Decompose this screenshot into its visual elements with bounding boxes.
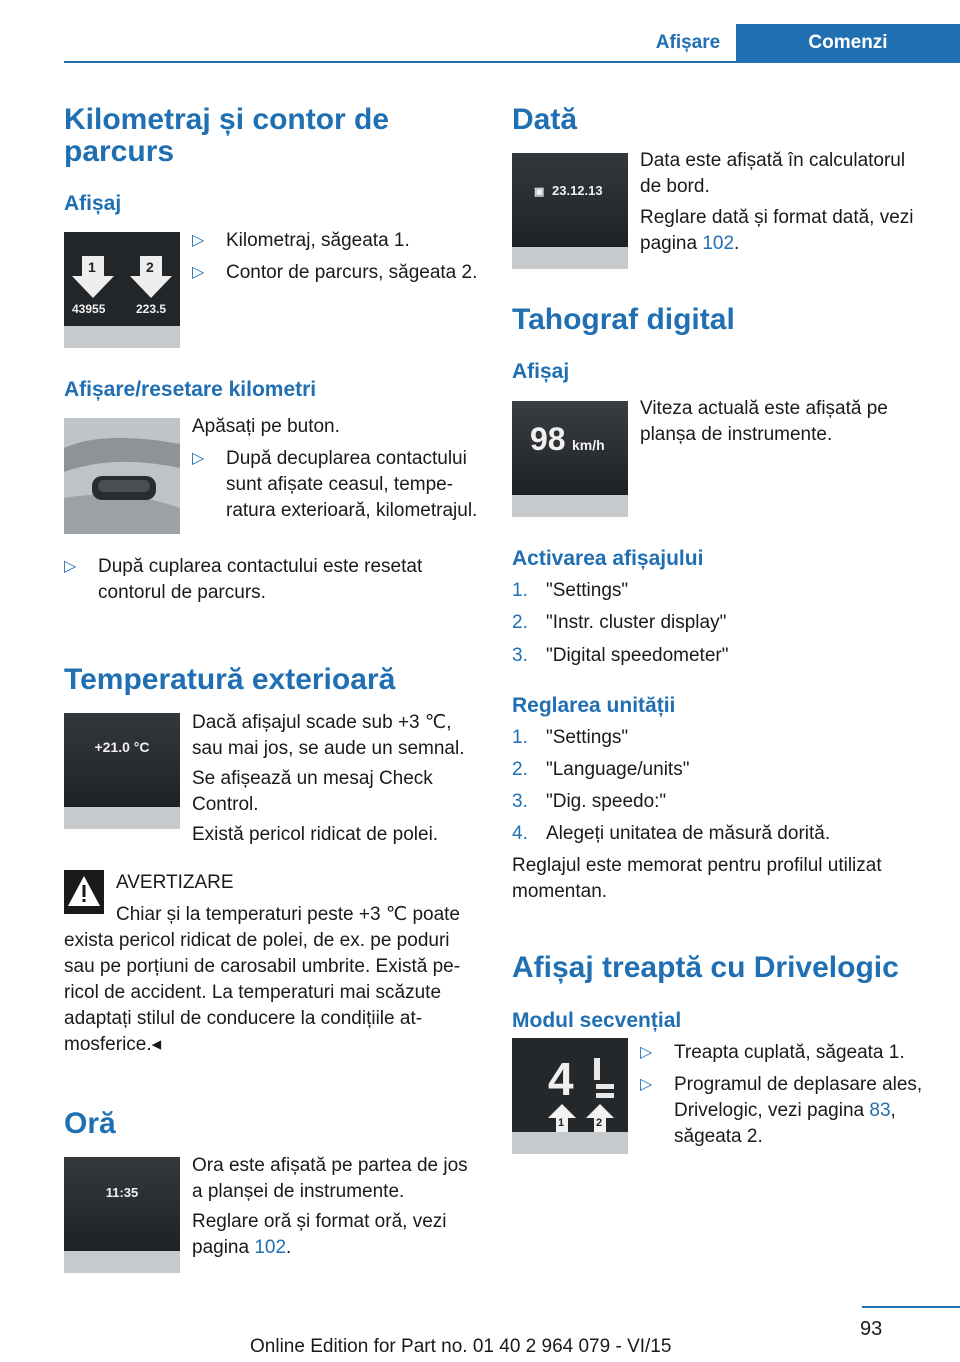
gear-readout: 4 xyxy=(548,1053,574,1105)
down-arrows-icon xyxy=(64,232,180,348)
page-number: 93 xyxy=(860,1318,883,1340)
activation-step-1: 1. "Settings" xyxy=(512,580,629,601)
odometer-bullet-2: ▷ Contor de parcurs, săgeata 2. xyxy=(192,260,478,286)
speed-image xyxy=(512,401,628,517)
odometer-subtitle: Afișaj xyxy=(64,192,122,215)
date-text-2: Reglare dată și format dată, vezi pagina 102. xyxy=(640,207,914,254)
footer-divider xyxy=(862,1306,960,1308)
gear-image xyxy=(512,1038,628,1154)
gear-bullet-1: ▷ Treapta cuplată, săgeata 1. xyxy=(640,1040,960,1066)
temperature-text-3: Există pericol ridicat de polei. xyxy=(192,824,439,845)
page-102-link[interactable]: 102 xyxy=(702,233,735,254)
units-title: Reglarea unității xyxy=(512,694,676,717)
tachograph-title: Tahograf digital xyxy=(512,303,735,336)
reset-bullet-2: ▷ După cuplarea contactului este resetat contorul de parcurs. xyxy=(64,556,423,603)
header-divider xyxy=(64,61,960,63)
date-readout: 23.12.13 xyxy=(552,183,603,198)
page-102-link[interactable]: 102 xyxy=(254,1237,287,1258)
tab-afisare[interactable]: Afișare xyxy=(640,24,736,62)
warning-text: Chiar și la temperaturi peste +3 ℃ poate exista pericol ridicat de polei, de ex. pe poduri sau pe porțiuni de carosabil umbrite. Există pericol de accident. La temperaturi mai scăzute adaptați stilul de conducere la condițiile atmosferice.◂ xyxy=(64,904,461,1055)
arrow-1-label: 1 xyxy=(88,259,96,275)
triangle-bullet-icon: ▷ xyxy=(192,450,205,467)
date-title: Dată xyxy=(512,103,578,136)
reset-instruction: Apăsați pe buton. xyxy=(192,416,340,437)
trip-value: 223.5 xyxy=(136,302,167,316)
reset-title: Afișare/resetare kilometri xyxy=(64,378,317,401)
footer-edition: Online Edition for Part no. 01 40 2 964 079 - VI/15 xyxy=(250,1336,672,1357)
button-image xyxy=(64,418,180,534)
time-image xyxy=(64,1157,180,1273)
odometer-title: Kilometraj și contor de parcurs xyxy=(64,103,390,168)
units-step-3: 3. "Dig. speedo:" xyxy=(512,791,667,812)
tachograph-subtitle: Afișaj xyxy=(512,360,570,383)
reset-button-icon xyxy=(64,418,180,534)
time-title: Oră xyxy=(64,1107,116,1140)
drivelogic-title: Afișaj treaptă cu Drivelogic xyxy=(512,951,899,984)
gear-arrow-1-label: 1 xyxy=(558,1117,565,1129)
temperature-text-1: Dacă afișajul scade sub +3 ℃, sau mai jos, se aude un semnal. xyxy=(192,712,465,759)
tachograph-text: Viteza actuală este afișată pe planșa de instrumente. xyxy=(640,398,888,445)
drivelogic-subtitle: Modul secvențial xyxy=(512,1009,682,1032)
odometer-value: 43955 xyxy=(72,302,106,316)
tab-comenzi[interactable]: Comenzi xyxy=(736,24,960,62)
temperature-image xyxy=(64,713,180,829)
odometer-image xyxy=(64,232,180,348)
triangle-bullet-icon: ▷ xyxy=(640,1076,653,1093)
time-text-1: Ora este afișată pe partea de jos a planșei de instrumente. xyxy=(192,1155,468,1202)
triangle-bullet-icon: ▷ xyxy=(64,558,77,575)
units-step-4: 4. Alegeți unitatea de măsură dorită. xyxy=(512,823,831,844)
triangle-bullet-icon: ▷ xyxy=(192,232,205,249)
triangle-bullet-icon: ▷ xyxy=(640,1044,653,1061)
temperature-readout: +21.0 °C xyxy=(94,739,150,755)
activation-step-3: 3. "Digital speedometer" xyxy=(512,645,729,666)
gear-arrow-2-label: 2 xyxy=(596,1117,603,1129)
page-83-link[interactable]: 83 xyxy=(869,1100,891,1121)
calendar-icon: ▣ xyxy=(534,186,545,198)
units-step-2: 2. "Language/units" xyxy=(512,759,690,780)
time-readout: 11:35 xyxy=(105,1185,139,1200)
date-text-1: Data este afișată în calculatorul de bord. xyxy=(640,150,906,197)
odometer-bullet-1: ▷ Kilometraj, săgeata 1. xyxy=(192,228,478,254)
temperature-title: Temperatură exterioară xyxy=(64,663,396,696)
speed-readout: 98 xyxy=(530,421,566,457)
gear-bullet-2: ▷ Programul de deplasare ales, Drivelogic, vezi pagina 83, săgeata 2. xyxy=(640,1074,923,1147)
units-step-1: 1. "Settings" xyxy=(512,727,629,748)
warning-title: AVERTIZARE xyxy=(116,872,234,893)
activation-title: Activarea afișajului xyxy=(512,547,704,570)
speed-unit: km/h xyxy=(572,437,605,453)
units-text: Reglajul este memorat pentru profilul utilizat momentan. xyxy=(512,855,882,902)
reset-bullet-1: ▷ După decuplarea contactului sunt afișate ceasul, temperatura exterioară, kilometrajul. xyxy=(192,448,478,521)
activation-step-2: 2. "Instr. cluster display" xyxy=(512,612,727,633)
time-text-2: Reglare oră și format oră, vezi pagina 102. xyxy=(192,1211,447,1258)
arrow-2-label: 2 xyxy=(146,259,154,275)
date-image xyxy=(512,153,628,269)
triangle-bullet-icon: ▷ xyxy=(192,264,205,281)
temperature-text-2: Se afișează un mesaj Check Control. xyxy=(192,768,433,815)
